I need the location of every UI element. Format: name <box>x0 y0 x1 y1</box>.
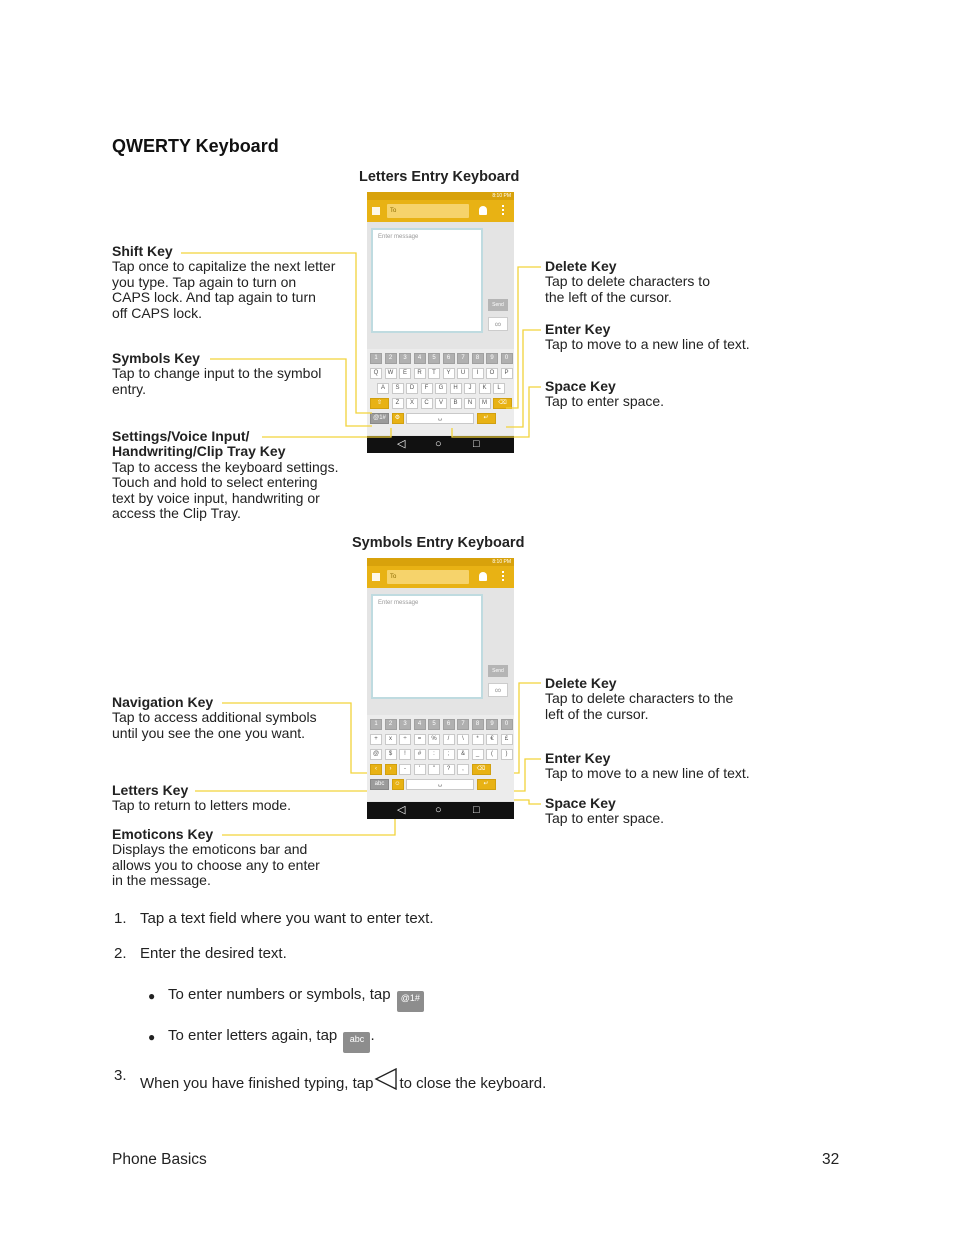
step-text: Tap a text field where you want to enter text. <box>140 910 434 927</box>
symbol-key[interactable]: ? <box>443 764 455 775</box>
number-key[interactable]: 9 <box>486 719 498 730</box>
callout-desc: Tap once to capitalize the next letter <box>112 258 336 275</box>
symbol-key[interactable]: £ <box>501 734 513 745</box>
number-key[interactable]: 5 <box>428 353 440 364</box>
symbol-key[interactable]: ! <box>399 749 411 760</box>
callout-desc: Tap to delete characters to the <box>545 690 734 707</box>
callout-desc: Tap to enter space. <box>545 393 665 410</box>
step-text-after: to close the keyboard. <box>399 1075 547 1092</box>
symbol-key[interactable]: " <box>428 764 440 775</box>
shift-key[interactable]: ⇧ <box>370 398 389 409</box>
symbol-row-1 <box>370 734 513 745</box>
callout-desc: Tap to enter space. <box>545 810 665 827</box>
callout-desc: off CAPS lock. <box>112 304 203 321</box>
number-key[interactable]: 6 <box>443 719 455 730</box>
number-key[interactable]: 0 <box>501 719 513 730</box>
callout-desc: Tap to move to a new line of text. <box>545 336 750 353</box>
letter-key[interactable]: C <box>421 398 433 409</box>
symbols-key-icon: @1# <box>397 991 424 1012</box>
symbols-key[interactable]: @1# <box>370 413 389 424</box>
symbol-row-3 <box>370 764 491 775</box>
callout-desc: allows you to choose any to enter <box>112 856 320 873</box>
letter-key[interactable]: B <box>450 398 462 409</box>
letter-key[interactable]: H <box>450 383 462 394</box>
number-key[interactable]: 9 <box>486 353 498 364</box>
callout-desc: text by voice input, handwriting or <box>112 489 320 506</box>
callout-title: Shift Key <box>112 243 173 259</box>
callout-desc: Tap to access additional symbols <box>112 709 317 726</box>
footer-section: Phone Basics <box>112 1151 207 1168</box>
symbol-key[interactable]: # <box>414 749 426 760</box>
back-icon[interactable]: ◁ <box>397 804 406 816</box>
letter-key[interactable]: A <box>377 383 389 394</box>
callout-title: Enter Key <box>545 750 611 766</box>
symbol-key[interactable]: \ <box>457 734 469 745</box>
number-key[interactable]: 1 <box>370 353 382 364</box>
letter-row-2 <box>377 383 505 394</box>
symbol-key[interactable]: ÷ <box>399 734 411 745</box>
number-key[interactable]: 7 <box>457 719 469 730</box>
status-time: 8:10 PM <box>492 193 511 199</box>
letter-key[interactable]: Q <box>370 368 382 379</box>
attach-icon[interactable]: ∞ <box>488 683 508 697</box>
symbol-key[interactable]: ; <box>443 749 455 760</box>
callout-title: Space Key <box>545 795 616 811</box>
letter-key[interactable]: I <box>472 368 484 379</box>
more-options-icon[interactable] <box>502 571 504 583</box>
callout-title: Settings/Voice Input/ <box>112 428 250 444</box>
callout-delete-key-2 <box>545 676 785 722</box>
phone-symbols-keyboard <box>367 558 514 819</box>
message-field[interactable]: Enter message <box>371 594 483 699</box>
number-key[interactable]: 8 <box>472 719 484 730</box>
symbol-key[interactable]: : <box>428 749 440 760</box>
bullet-text: To enter numbers or symbols, tap <box>168 986 391 1003</box>
person-icon[interactable] <box>479 572 487 581</box>
letter-key[interactable]: K <box>479 383 491 394</box>
callout-desc: Touch and hold to select entering <box>112 474 318 491</box>
letter-key[interactable]: E <box>399 368 411 379</box>
callout-desc: Tap to return to letters mode. <box>112 797 291 814</box>
callout-desc: until you see the one you want. <box>112 724 306 741</box>
back-icon[interactable]: ◁ <box>397 438 406 450</box>
step-text-before: When you have finished typing, tap <box>140 1075 374 1092</box>
callout-desc: entry. <box>112 380 146 397</box>
send-button[interactable]: Send <box>488 299 508 311</box>
symbol-key[interactable]: / <box>443 734 455 745</box>
symbol-key[interactable]: ) <box>501 749 513 760</box>
number-key[interactable]: 2 <box>385 353 397 364</box>
status-bar <box>367 558 514 566</box>
callout-enter-key <box>545 322 785 353</box>
bullet-dot: ● <box>148 989 156 1003</box>
space-key[interactable]: ␣ <box>406 779 474 790</box>
callout-desc: you type. Tap again to turn on <box>112 273 297 290</box>
letter-key[interactable]: T <box>428 368 440 379</box>
number-key[interactable]: 4 <box>414 719 426 730</box>
callout-title: Enter Key <box>545 321 611 337</box>
number-row <box>370 353 513 364</box>
callout-title: Handwriting/Clip Tray Key <box>112 443 286 460</box>
number-key[interactable]: 8 <box>472 353 484 364</box>
callout-desc: Tap to delete characters to <box>545 273 710 290</box>
number-key[interactable]: 1 <box>370 719 382 730</box>
number-key[interactable]: 6 <box>443 353 455 364</box>
letter-key[interactable]: G <box>435 383 447 394</box>
callout-shift-key <box>112 244 352 321</box>
symbol-key[interactable]: = <box>414 734 426 745</box>
callout-desc: access the Clip Tray. <box>112 505 241 522</box>
callout-desc: left of the cursor. <box>545 705 649 722</box>
callout-title: Delete Key <box>545 675 617 691</box>
callout-title: Emoticons Key <box>112 826 214 842</box>
letter-key[interactable]: F <box>421 383 433 394</box>
callout-title: Navigation Key <box>112 694 214 710</box>
phone-letters-keyboard <box>367 192 514 453</box>
attach-icon[interactable]: ∞ <box>488 317 508 331</box>
more-options-icon[interactable] <box>502 205 504 217</box>
section-title: QWERTY Keyboard <box>112 136 279 156</box>
bullet-item <box>168 986 424 1012</box>
letter-key[interactable]: S <box>392 383 404 394</box>
bullet-text: To enter letters again, tap <box>168 1027 338 1044</box>
symbol-row-2 <box>370 749 513 760</box>
number-key[interactable]: 3 <box>399 719 411 730</box>
letter-row-3 <box>370 398 512 409</box>
callout-space-key-2 <box>545 796 785 827</box>
callout-desc: Displays the emoticons bar and <box>112 841 308 858</box>
letter-key[interactable]: W <box>385 368 397 379</box>
symbol-key[interactable]: & <box>457 749 469 760</box>
message-field[interactable]: Enter message <box>371 228 483 333</box>
letter-key[interactable]: N <box>464 398 476 409</box>
letter-key[interactable]: L <box>493 383 505 394</box>
keyboard <box>367 715 514 801</box>
status-time: 8:10 PM <box>492 559 511 565</box>
bullet-dot: ● <box>148 1030 156 1044</box>
number-row <box>370 719 513 730</box>
status-bar <box>367 192 514 200</box>
home-icon[interactable]: ○ <box>435 438 442 450</box>
delete-key[interactable]: ⌫ <box>493 398 512 409</box>
nav-bar <box>367 436 514 453</box>
number-key[interactable]: 3 <box>399 353 411 364</box>
enter-key[interactable]: ↵ <box>477 413 496 424</box>
symbol-key[interactable]: + <box>370 734 382 745</box>
callout-title: Delete Key <box>545 258 617 274</box>
figure-title-letters: Letters Entry Keyboard <box>359 169 520 185</box>
nav-left-key[interactable]: ‹ <box>370 764 382 775</box>
callout-title: Symbols Key <box>112 350 200 366</box>
app-bar <box>367 200 514 222</box>
number-key[interactable]: 0 <box>501 353 513 364</box>
letters-key[interactable]: abc <box>370 779 389 790</box>
step-number: 1. <box>114 910 127 927</box>
letter-key[interactable]: P <box>501 368 513 379</box>
symbol-key[interactable]: - <box>399 764 411 775</box>
symbol-key[interactable]: @ <box>370 749 382 760</box>
callout-title: Letters Key <box>112 782 189 798</box>
letter-key[interactable]: X <box>406 398 418 409</box>
callout-desc: the left of the cursor. <box>545 288 672 305</box>
letter-key[interactable]: V <box>435 398 447 409</box>
nav-bar <box>367 802 514 819</box>
number-key[interactable]: 2 <box>385 719 397 730</box>
letter-key[interactable]: M <box>479 398 491 409</box>
letter-key[interactable]: J <box>464 383 476 394</box>
space-key[interactable]: ␣ <box>406 413 474 424</box>
person-icon[interactable] <box>479 206 487 215</box>
symbol-key[interactable]: € <box>486 734 498 745</box>
step-text: Enter the desired text. <box>140 945 287 962</box>
page-number: 32 <box>822 1151 840 1168</box>
back-icon <box>374 1068 398 1090</box>
callout-desc: in the message. <box>112 872 211 889</box>
callout-desc: Tap to move to a new line of text. <box>545 765 750 782</box>
to-field[interactable]: To <box>387 204 469 218</box>
letter-key[interactable]: Z <box>392 398 404 409</box>
number-key[interactable]: 7 <box>457 353 469 364</box>
contacts-grid-icon[interactable] <box>372 207 380 215</box>
symbol-key[interactable]: _ <box>472 749 484 760</box>
symbol-key[interactable]: * <box>472 734 484 745</box>
callout-enter-key-2 <box>545 751 785 782</box>
delete-key[interactable]: ⌫ <box>472 764 491 775</box>
enter-key[interactable]: ↵ <box>477 779 496 790</box>
symbol-key[interactable]: % <box>428 734 440 745</box>
bottom-row <box>370 779 496 790</box>
settings-key[interactable]: ⚙ <box>392 413 404 424</box>
callout-desc: Tap to access the keyboard settings. <box>112 458 339 475</box>
symbol-key[interactable]: $ <box>385 749 397 760</box>
step-number: 3. <box>114 1067 127 1084</box>
callout-delete-key <box>545 259 785 305</box>
callout-desc: Tap to change input to the symbol <box>112 365 322 382</box>
bottom-row <box>370 413 496 424</box>
emoticons-key[interactable]: ☺ <box>392 779 404 790</box>
recents-icon[interactable]: □ <box>473 804 480 816</box>
contacts-grid-icon[interactable] <box>372 573 380 581</box>
callout-settings-key <box>112 429 362 521</box>
send-button[interactable]: Send <box>488 665 508 677</box>
letter-row-1 <box>370 368 513 379</box>
symbol-key[interactable]: ( <box>486 749 498 760</box>
recents-icon[interactable]: □ <box>473 438 480 450</box>
figure-title-symbols: Symbols Entry Keyboard <box>352 535 525 551</box>
home-icon[interactable]: ○ <box>435 804 442 816</box>
number-key[interactable]: 5 <box>428 719 440 730</box>
letter-key[interactable]: D <box>406 383 418 394</box>
letter-key[interactable]: U <box>457 368 469 379</box>
symbol-key[interactable]: ' <box>414 764 426 775</box>
bullet-item <box>168 1027 375 1053</box>
callout-letters-key <box>112 783 352 814</box>
letter-key[interactable]: Y <box>443 368 455 379</box>
letter-key[interactable]: R <box>414 368 426 379</box>
callout-symbols-key <box>112 351 352 397</box>
to-field[interactable]: To <box>387 570 469 584</box>
callout-space-key <box>545 379 785 410</box>
step-text <box>140 1068 546 1092</box>
bullet-suffix: . <box>370 1027 375 1044</box>
nav-right-key[interactable]: › <box>385 764 397 775</box>
step-number: 2. <box>114 945 127 962</box>
symbol-key[interactable]: , <box>457 764 469 775</box>
callout-title: Space Key <box>545 378 616 394</box>
app-bar <box>367 566 514 588</box>
callout-desc: CAPS lock. And tap again to turn <box>112 289 316 306</box>
keyboard <box>367 349 514 435</box>
number-key[interactable]: 4 <box>414 353 426 364</box>
callout-emoticons-key <box>112 827 352 889</box>
symbol-key[interactable]: x <box>385 734 397 745</box>
letter-key[interactable]: O <box>486 368 498 379</box>
letters-key-icon: abc <box>343 1032 370 1053</box>
callout-navigation-key <box>112 695 352 741</box>
